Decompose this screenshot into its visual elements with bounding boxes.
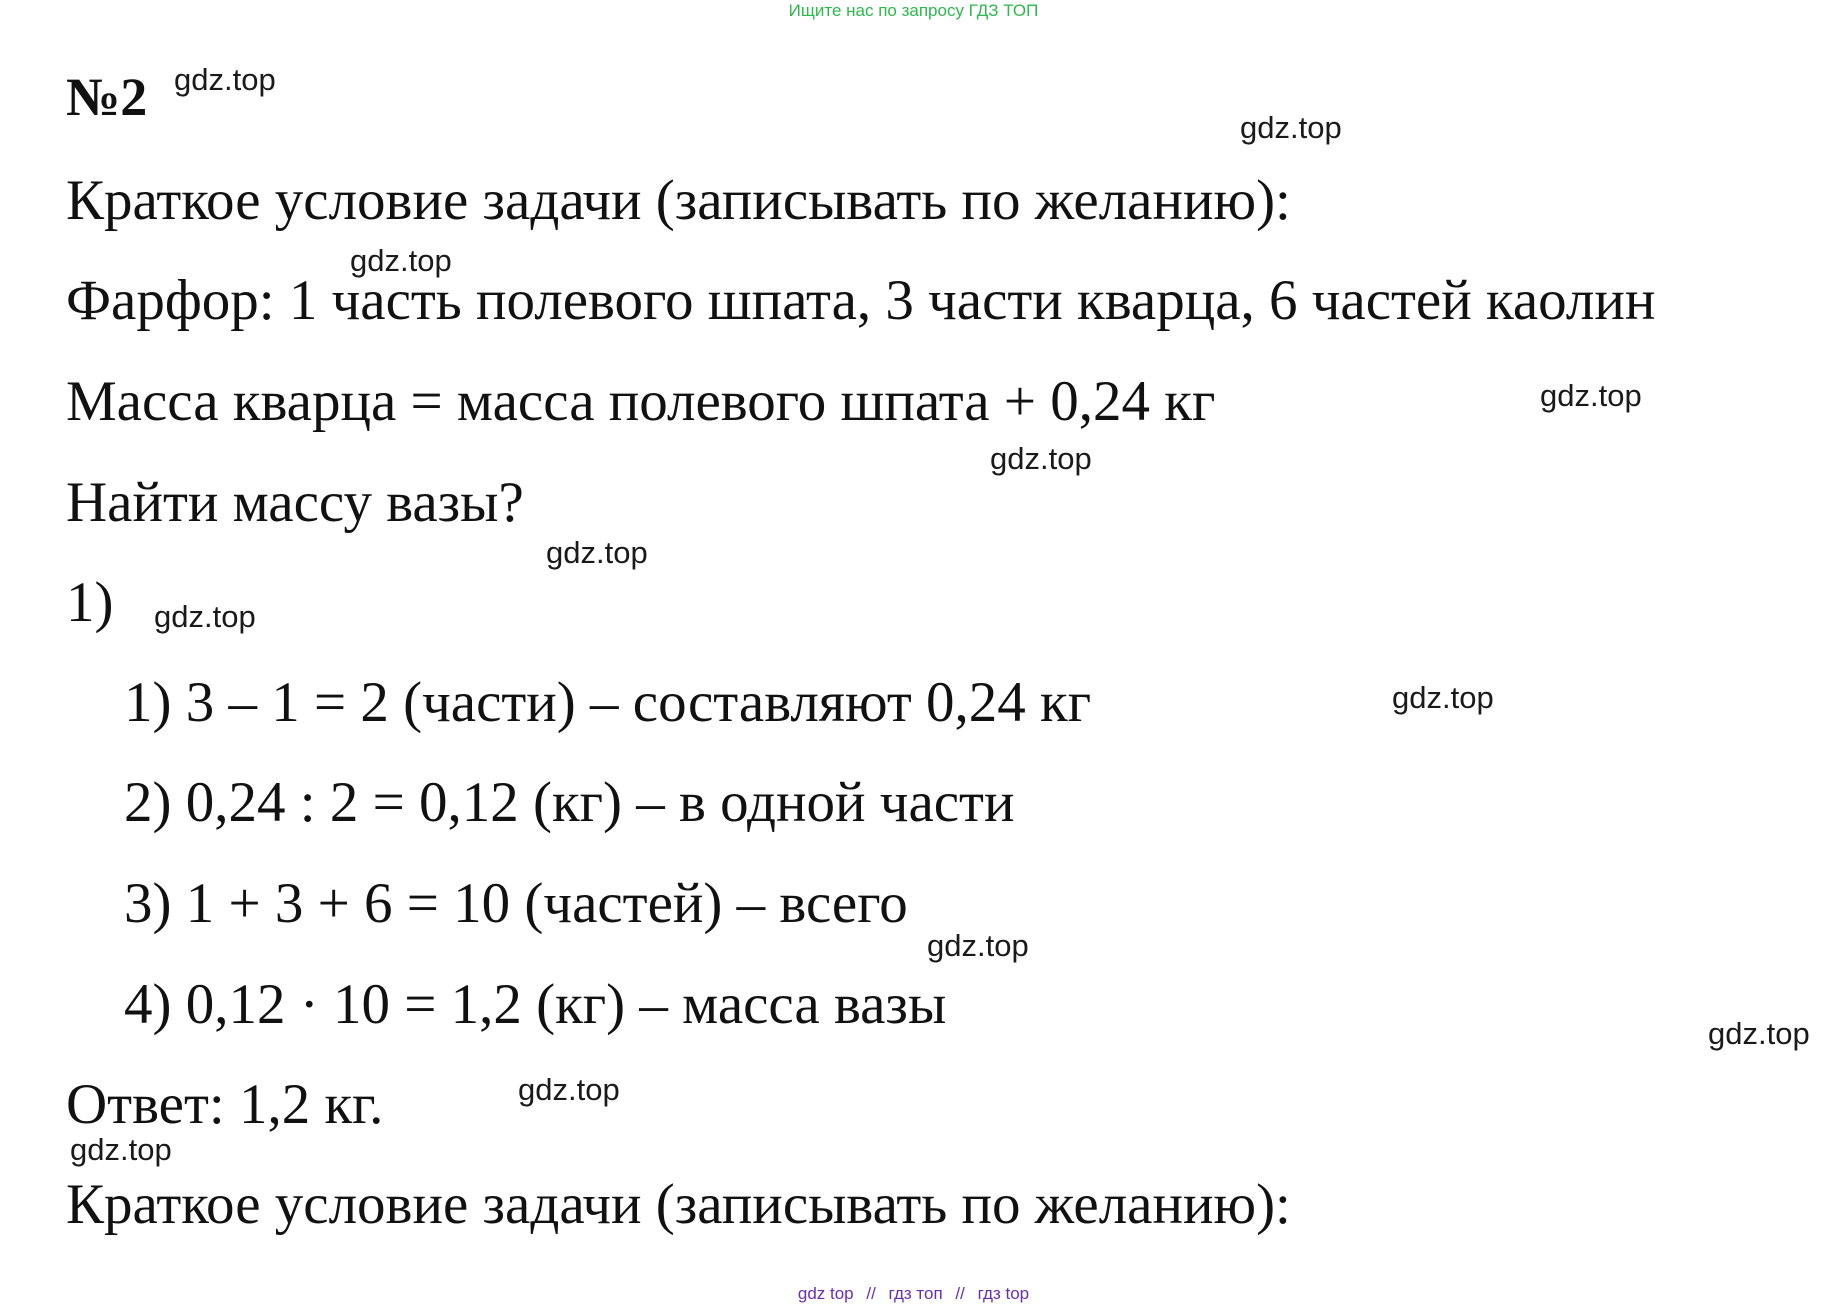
watermark: gdz.top [518, 1072, 620, 1107]
footer-separator: // [866, 1284, 876, 1303]
watermark: gdz.top [174, 62, 276, 97]
watermark: gdz.top [154, 599, 256, 634]
footer-link[interactable]: gdz top [797, 1284, 854, 1303]
solution-step: 3) 1 + 3 + 6 = 10 (частей) – всего [124, 872, 908, 935]
condition-question: Найти массу вазы? [66, 471, 524, 534]
condition-line-porcelain: Фарфор: 1 часть полевого шпата, 3 части кварца, 6 частей каолин [66, 269, 1656, 332]
watermark: gdz.top [70, 1132, 172, 1167]
top-banner [0, 2, 1827, 19]
solution-step: 1) 3 – 1 = 2 (части) – составляют 0,24 кг [124, 671, 1092, 734]
footer-link[interactable]: гдз топ [888, 1284, 943, 1303]
watermark: gdz.top [1240, 110, 1342, 145]
watermark: gdz.top [350, 243, 452, 278]
top-banner-text: Ищите нас по запросу ГДЗ ТОП [788, 1, 1039, 20]
watermark: gdz.top [1708, 1016, 1810, 1051]
watermark: gdz.top [1392, 680, 1494, 715]
footer-separator: // [955, 1284, 965, 1303]
solution-step: 4) 0,12 · 10 = 1,2 (кг) – масса вазы [124, 973, 947, 1036]
footer-link[interactable]: гдз top [977, 1284, 1030, 1303]
condition-line-quartz-mass: Масса кварца = масса полевого шпата + 0,24 кг [66, 370, 1216, 433]
problem-number: №2 [66, 67, 148, 127]
next-condition-title: Краткое условие задачи (записывать по желанию): [66, 1173, 1291, 1236]
answer: Ответ: 1,2 кг. [66, 1073, 384, 1136]
watermark: gdz.top [1540, 378, 1642, 413]
condition-title: Краткое условие задачи (записывать по желанию): [66, 169, 1291, 232]
watermark: gdz.top [546, 535, 648, 570]
solution-step: 2) 0,24 : 2 = 0,12 (кг) – в одной части [124, 771, 1015, 834]
solution-marker: 1) [66, 571, 114, 634]
watermark: gdz.top [990, 441, 1092, 476]
footer-links [0, 1285, 1827, 1302]
watermark: gdz.top [927, 928, 1029, 963]
